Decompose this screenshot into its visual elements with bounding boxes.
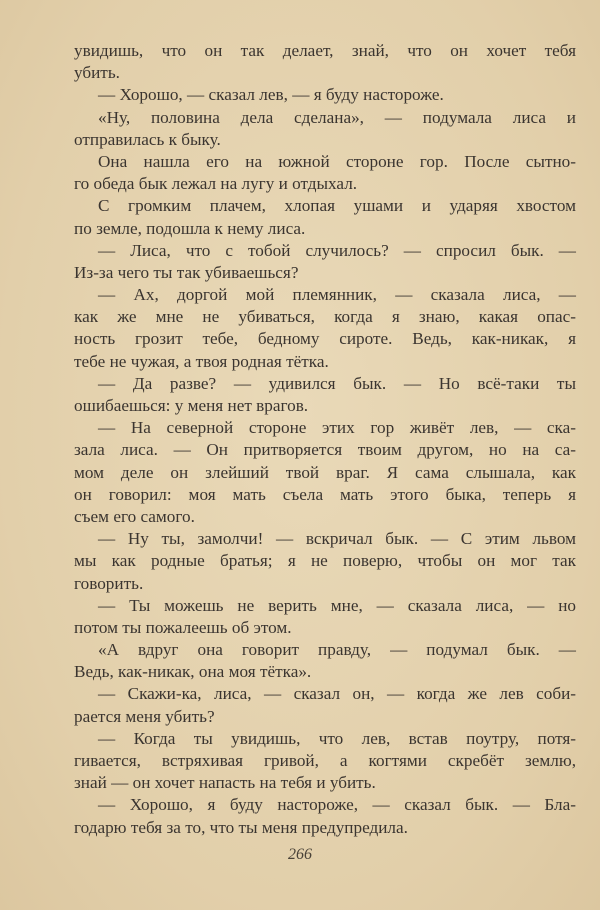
text-line: он говорил: моя мать съела мать этого быка, теперь я	[74, 484, 576, 504]
paragraph	[74, 107, 576, 151]
text-line: «Ну, половина дела сделана», — подумала лиса и	[98, 107, 576, 127]
text-line: ность грозит тебе, бедному сироте. Ведь, как-никак, я	[74, 329, 576, 349]
text-line: — Когда ты увидишь, что лев, встав поутру, потя-	[98, 728, 576, 748]
text-line: мом деле он злейший твой враг. Я сама слышала, как	[74, 462, 576, 482]
text-line: как же мне не убиваться, когда я знаю, какая опас-	[74, 307, 576, 327]
paragraph	[74, 595, 576, 639]
text-line: съем его самого.	[74, 506, 195, 526]
paragraph	[74, 195, 576, 239]
paragraph	[74, 528, 576, 595]
text-line: — Да разве? — удивился бык. — Но всё-таки ты	[98, 373, 576, 393]
text-line: убить.	[74, 63, 120, 83]
text-line: потом ты пожалеешь об этом.	[74, 617, 292, 637]
text-line: мы как родные братья; я не поверю, чтобы он мог так	[74, 551, 576, 571]
paragraph	[74, 84, 576, 106]
paragraph	[74, 417, 576, 528]
text-line: рается меня убить?	[74, 706, 215, 726]
text-line: — Лиса, что с тобой случилось? — спросил бык. —	[98, 240, 576, 260]
text-line: зала лиса. — Он притворяется твоим другом, но на са-	[74, 440, 576, 460]
text-line: Ведь, как-никак, она моя тётка».	[74, 662, 312, 682]
text-line: годарю тебя за то, что ты меня предупредила.	[74, 817, 408, 837]
text-line: Она нашла его на южной стороне гор. После сытно-	[98, 151, 576, 171]
text-line: увидишь, что он так делает, знай, что он хочет тебя	[74, 41, 576, 60]
text-line: — Ты можешь не верить мне, — сказала лиса, — но	[98, 595, 576, 615]
text-line: С громким плачем, хлопая ушами и ударяя хвостом	[98, 196, 576, 216]
text-line: тебе не чужая, а твоя родная тётка.	[74, 351, 329, 371]
paragraph	[74, 683, 576, 727]
text-line: — Ну ты, замолчи! — вскричал бык. — С этим львом	[98, 529, 576, 549]
paragraph	[74, 728, 576, 795]
text-line: — Хорошо, — сказал лев, — я буду настороже.	[98, 85, 444, 105]
paragraph	[74, 151, 576, 195]
text-line: — Ах, доргой мой племянник, — сказала лиса, —	[98, 285, 576, 305]
text-line: — На северной стороне этих гор живёт лев, — ска-	[98, 418, 576, 438]
text-line: Из-за чего ты так убиваешься?	[74, 262, 299, 282]
text-line: по земле, подошла к нему лиса.	[74, 218, 306, 238]
text-line: ошибаешься: у меня нет врагов.	[74, 396, 309, 415]
page-number: 266	[288, 846, 312, 863]
paragraph	[74, 40, 576, 84]
text-line: — Скажи-ка, лиса, — сказал он, — когда же лев соби-	[98, 684, 576, 704]
paragraph	[74, 639, 576, 683]
paragraph	[74, 794, 576, 838]
paragraph	[74, 240, 576, 284]
page-body-text	[74, 40, 576, 839]
text-line: — Хорошо, я буду настороже, — сказал бык. — Бла-	[98, 795, 576, 815]
text-line: «А вдруг она говорит правду, — подумал бык. —	[98, 640, 576, 660]
text-line: знай — он хочет напасть на тебя и убить.	[74, 773, 376, 793]
text-line: говорить.	[74, 573, 144, 593]
text-line: отправилась к быку.	[74, 129, 221, 149]
paragraph	[74, 284, 576, 373]
paragraph	[74, 373, 576, 417]
text-line: гивается, встряхивая гривой, а когтями скребёт землю,	[74, 751, 576, 770]
text-line: го обеда бык лежал на лугу и отдыхал.	[74, 174, 358, 194]
